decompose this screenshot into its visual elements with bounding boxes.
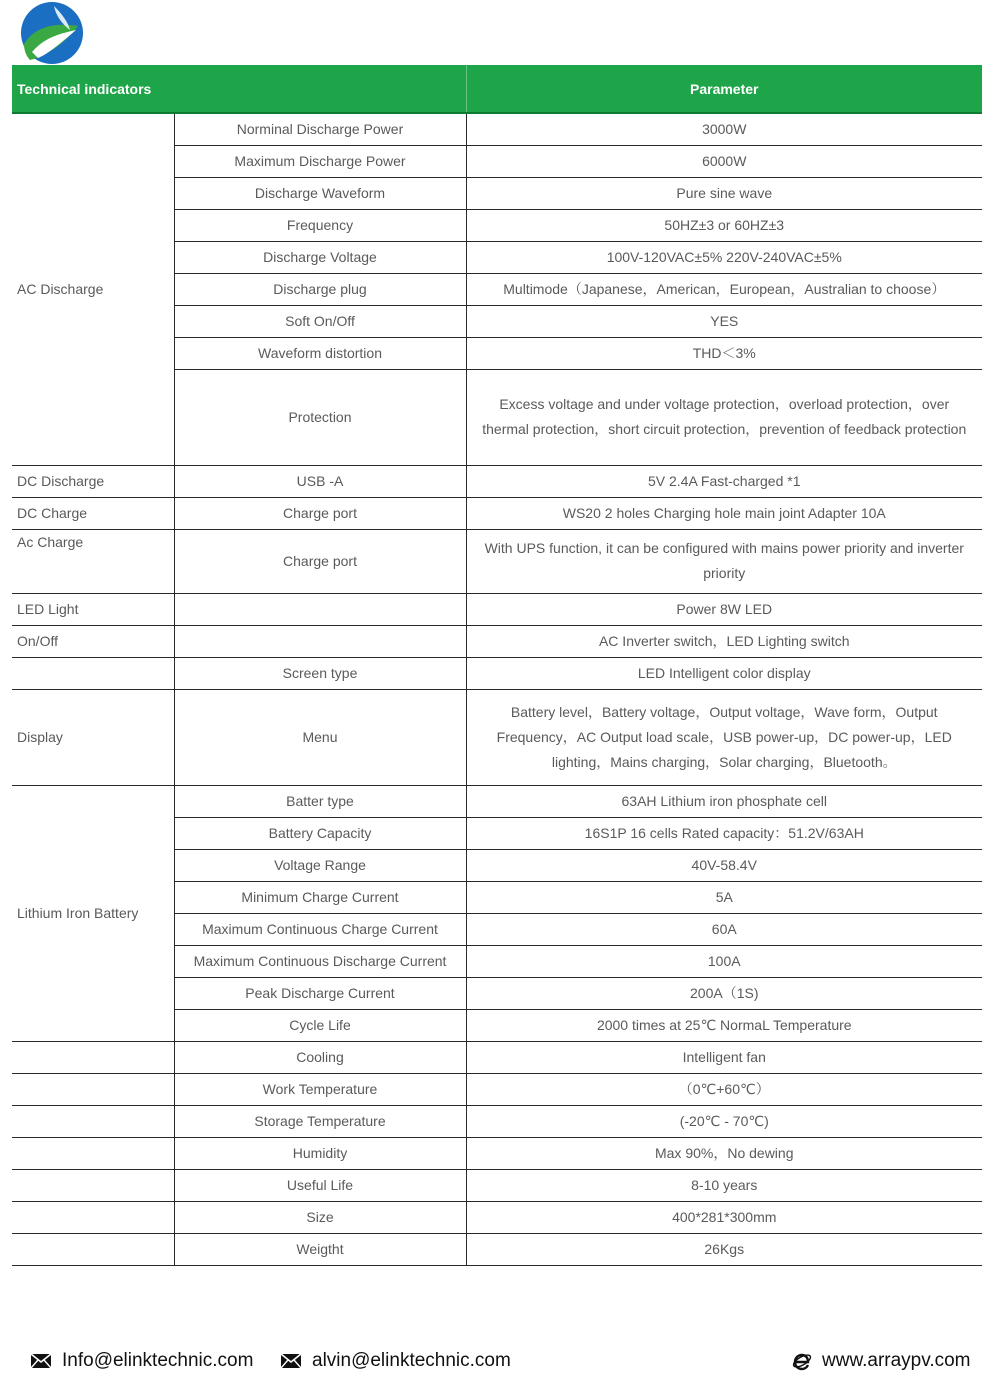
indicator-cell: Waveform distortion	[174, 337, 466, 369]
category-cell	[12, 657, 174, 689]
company-logo	[18, 0, 86, 66]
table-row	[12, 689, 982, 785]
table-row	[12, 1105, 982, 1137]
parameter-cell: 26Kgs	[466, 1233, 982, 1265]
website-text[interactable]: www.arraypv.com	[822, 1350, 971, 1371]
parameter-cell: (-20℃ - 70℃)	[466, 1105, 982, 1137]
indicator-cell: Discharge Voltage	[174, 241, 466, 273]
table-row	[12, 657, 982, 689]
category-cell: AC Discharge	[12, 113, 174, 465]
parameter-cell: 6000W	[466, 145, 982, 177]
indicator-cell: Norminal Discharge Power	[174, 113, 466, 145]
indicator-cell: Frequency	[174, 209, 466, 241]
indicator-cell: Voltage Range	[174, 849, 466, 881]
parameter-cell: 100A	[466, 945, 982, 977]
indicator-cell: Peak Discharge Current	[174, 977, 466, 1009]
parameter-cell: 60A	[466, 913, 982, 945]
table-row	[12, 593, 982, 625]
table-row	[12, 465, 982, 497]
indicator-cell: Cooling	[174, 1041, 466, 1073]
indicator-cell: Maximum Discharge Power	[174, 145, 466, 177]
table-row	[12, 497, 982, 529]
parameter-cell: 2000 times at 25℃ NormaL Temperature	[466, 1009, 982, 1041]
indicator-cell: Discharge plug	[174, 273, 466, 305]
category-cell: Ac Charge	[12, 529, 174, 593]
envelope-icon	[280, 1353, 302, 1369]
indicator-cell	[174, 625, 466, 657]
category-cell: DC Charge	[12, 497, 174, 529]
parameter-cell: 5V 2.4A Fast-charged *1	[466, 465, 982, 497]
header-parameter: Parameter	[466, 65, 982, 113]
category-cell	[12, 1105, 174, 1137]
parameter-cell: Max 90%，No dewing	[466, 1137, 982, 1169]
category-cell	[12, 1137, 174, 1169]
table-row	[12, 1073, 982, 1105]
table-row	[12, 785, 982, 817]
spec-table-header	[12, 65, 982, 113]
category-cell	[12, 1041, 174, 1073]
indicator-cell: Menu	[174, 689, 466, 785]
indicator-cell	[174, 593, 466, 625]
table-row	[12, 1169, 982, 1201]
indicator-cell: Screen type	[174, 657, 466, 689]
indicator-cell: Humidity	[174, 1137, 466, 1169]
spec-table-body	[12, 113, 982, 1265]
indicator-cell: Weigtht	[174, 1233, 466, 1265]
footer-email-1[interactable]	[30, 1346, 253, 1376]
table-row	[12, 529, 982, 593]
footer	[0, 1346, 1000, 1376]
category-cell: DC Discharge	[12, 465, 174, 497]
category-cell: On/Off	[12, 625, 174, 657]
indicator-cell: Work Temperature	[174, 1073, 466, 1105]
parameter-cell: Pure sine wave	[466, 177, 982, 209]
indicator-cell: Maximum Continuous Discharge Current	[174, 945, 466, 977]
parameter-cell: 5A	[466, 881, 982, 913]
table-row	[12, 113, 982, 145]
ie-browser-icon	[792, 1351, 812, 1371]
category-cell	[12, 1201, 174, 1233]
indicator-cell: Minimum Charge Current	[174, 881, 466, 913]
parameter-cell: 3000W	[466, 113, 982, 145]
parameter-cell: WS20 2 holes Charging hole main joint Adapter 10A	[466, 497, 982, 529]
parameter-cell: YES	[466, 305, 982, 337]
table-row	[12, 1041, 982, 1073]
email-1-text[interactable]: Info@elinktechnic.com	[62, 1350, 254, 1371]
indicator-cell: Soft On/Off	[174, 305, 466, 337]
parameter-cell: 200A（1S)	[466, 977, 982, 1009]
indicator-cell: Cycle Life	[174, 1009, 466, 1041]
indicator-cell: Charge port	[174, 529, 466, 593]
table-row	[12, 625, 982, 657]
parameter-cell: With UPS function, it can be configured with mains power priority and inverter priority	[466, 529, 982, 593]
parameter-cell: Excess voltage and under voltage protection，overload protection，over thermal protection，short circuit protection，prevention of feedback protection	[466, 369, 982, 465]
spec-table	[12, 65, 982, 1266]
category-cell: Display	[12, 689, 174, 785]
category-cell	[12, 1233, 174, 1265]
indicator-cell: Batter type	[174, 785, 466, 817]
category-cell: Lithium Iron Battery	[12, 785, 174, 1041]
parameter-cell: 8-10 years	[466, 1169, 982, 1201]
parameter-cell: 50HZ±3 or 60HZ±3	[466, 209, 982, 241]
indicator-cell: Size	[174, 1201, 466, 1233]
parameter-cell: Power 8W LED	[466, 593, 982, 625]
envelope-icon	[30, 1353, 52, 1369]
indicator-cell: Discharge Waveform	[174, 177, 466, 209]
parameter-cell: 400*281*300mm	[466, 1201, 982, 1233]
parameter-cell: AC Inverter switch，LED Lighting switch	[466, 625, 982, 657]
parameter-cell: 16S1P 16 cells Rated capacity：51.2V/63AH	[466, 817, 982, 849]
indicator-cell: Protection	[174, 369, 466, 465]
indicator-cell: Storage Temperature	[174, 1105, 466, 1137]
parameter-cell: THD＜3%	[466, 337, 982, 369]
table-row	[12, 1137, 982, 1169]
table-row	[12, 1201, 982, 1233]
parameter-cell: 40V-58.4V	[466, 849, 982, 881]
parameter-cell: Battery level，Battery voltage，Output voltage，Wave form，Output Frequency，AC Output load scale，USB power-up，DC power-up，LED lighting，Mains charging，Solar charging，Bluetooth。	[466, 689, 982, 785]
category-cell	[12, 1169, 174, 1201]
email-2-text[interactable]: alvin@elinktechnic.com	[312, 1350, 511, 1371]
parameter-cell: （0℃+60℃）	[466, 1073, 982, 1105]
indicator-cell: USB -A	[174, 465, 466, 497]
category-cell	[12, 1073, 174, 1105]
parameter-cell: Multimode（Japanese，American，European，Australian to choose）	[466, 273, 982, 305]
footer-email-2[interactable]	[280, 1346, 511, 1376]
parameter-cell: Intelligent fan	[466, 1041, 982, 1073]
indicator-cell: Maximum Continuous Charge Current	[174, 913, 466, 945]
footer-website[interactable]	[792, 1346, 971, 1376]
indicator-cell: Useful Life	[174, 1169, 466, 1201]
parameter-cell: 63AH Lithium iron phosphate cell	[466, 785, 982, 817]
parameter-cell: LED Intelligent color display	[466, 657, 982, 689]
header-technical-indicators: Technical indicators	[12, 65, 466, 113]
parameter-cell: 100V-120VAC±5% 220V-240VAC±5%	[466, 241, 982, 273]
indicator-cell: Charge port	[174, 497, 466, 529]
indicator-cell: Battery Capacity	[174, 817, 466, 849]
category-cell: LED Light	[12, 593, 174, 625]
table-row	[12, 1233, 982, 1265]
